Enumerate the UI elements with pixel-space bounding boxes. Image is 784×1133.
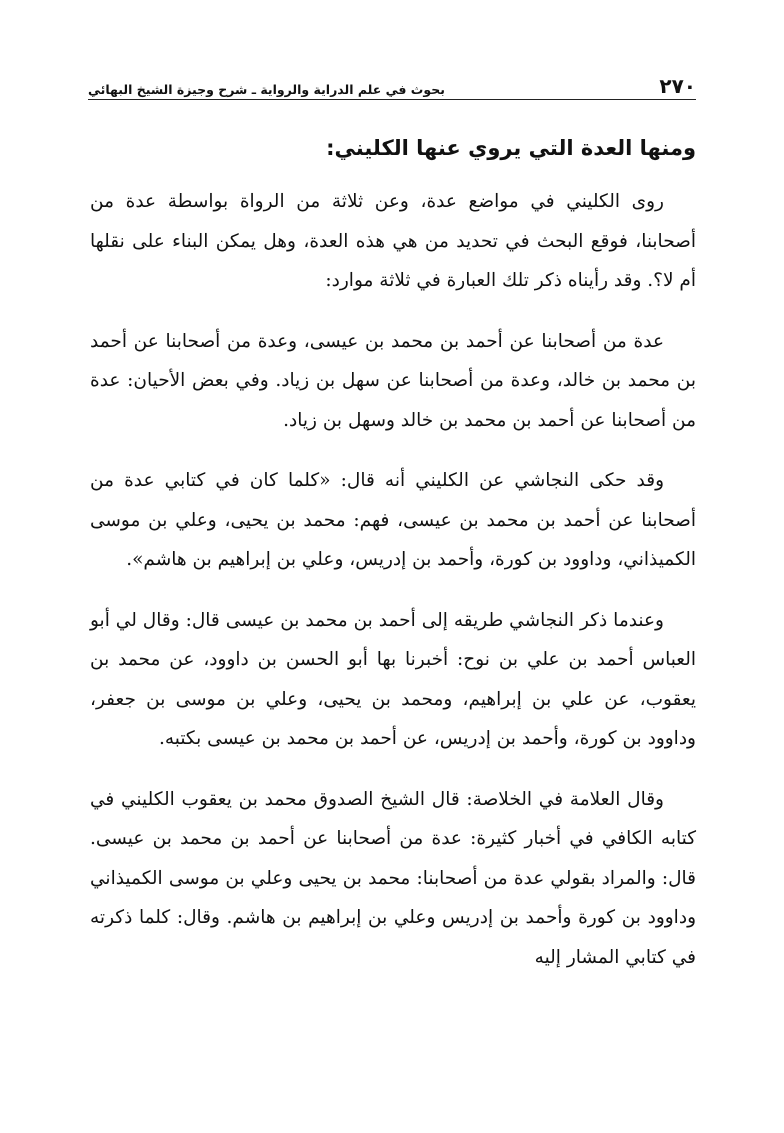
page-content [90,128,696,998]
page-number: ٢٧٠ [659,74,696,98]
paragraph-chains: عدة من أصحابنا عن أحمد بن محمد بن عيسى، وعدة من أصحابنا عن أحمد بن محمد بن خالد، وعدة من أصحابنا عن سهل بن زياد. وفي بعض الأحيان: عدة من أصحابنا عن أحمد بن محمد بن خالد وسهل بن زياد. [90,330,696,431]
running-title: بحوث في علم الدراية والرواية ـ شرح وجيزة الشيخ البهائي [88,81,445,97]
paragraph-intro: روى الكليني في مواضع عدة، وعن ثلاثة من الرواة بواسطة عدة من أصحابنا، فوقع البحث في تحديد من هي هذه العدة، وهل يمكن البناء على نقلها أم لا؟. وقد رأيناه ذكر تلك العبارة في ثلاثة موارد: [90,191,696,291]
section-heading: ومنها العدة التي يروي عنها الكليني: [326,136,696,160]
running-header [88,66,696,100]
paragraph-najashi-path: وعندما ذكر النجاشي طريقه إلى أحمد بن محمد بن عيسى قال: وقال لي أبو العباس أحمد بن علي بن نوح: أخبرنا بها أبو الحسن بن داوود، عن محمد بن يعقوب، عن علي بن إبراهيم، ومحمد بن يحيى، وعلي بن موسى بن جعفر، وداوود بن كورة، وأحمد بن إدريس، عن أحمد بن محمد بن عيسى بكتبه. [90,609,696,749]
paragraph-najashi-quote: وقد حكى النجاشي عن الكليني أنه قال: «كلما كان في كتابي عدة من أصحابنا عن أحمد بن محمد بن عيسى، فهم: محمد بن يحيى، وعلي بن موسى الكميذاني، وداوود بن كورة، وأحمد بن إدريس، وعلي بن إبراهيم بن هاشم». [90,470,696,570]
paragraph-allama-khulasa: وقال العلامة في الخلاصة: قال الشيخ الصدوق محمد بن يعقوب الكليني في كتابه الكافي في أخبار كثيرة: عدة من أصحابنا عن أحمد بن محمد بن عيسى. قال: والمراد بقولي عدة من أصحابنا: محمد بن يحيى وعلي بن موسى الكميذاني وداوود بن كورة وأحمد بن إدريس وعلي بن إبراهيم بن هاشم. وقال: كلما ذكرته في كتابي المشار إليه [90,788,696,968]
